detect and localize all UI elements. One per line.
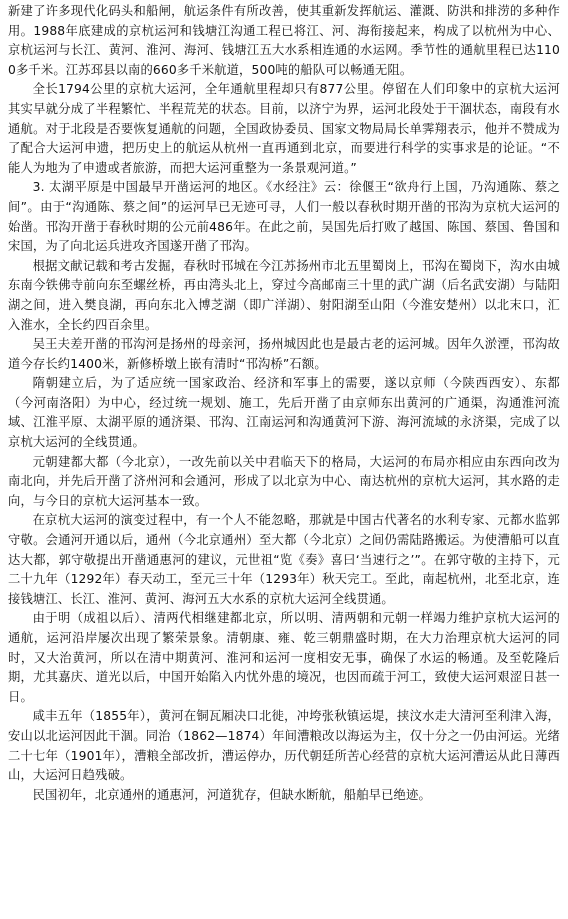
paragraph: 民国初年，北京通州的通惠河，河道犹存，但缺水断航，船舶早已绝迹。 [32, 787, 431, 802]
paragraph: 根据文献记载和考古发掘，春秋时邗城在今江苏扬州市北五里蜀岗上，邗沟在蜀岗下，沟水由城东南今铁佛寺前向东至螺丝桥，再由湾头北上，穿过今高邮南三十里的武广湖（后名武安湖）与陆阳湖之间，进入樊良湖，再向东北入博芝湖（即广洋湖）、射阳湖至山阳（今淮安楚州）以北末口，汇入淮水，全长约四百余里。 [8, 258, 560, 332]
paragraph: 吴王夫差开凿的邗沟河是扬州的母亲河，扬州城因此也是最古老的运河城。因年久淤湮，邗沟故道今存长约1400米，新修桥墩上嵌有清时“邗沟桥”石额。 [8, 337, 560, 371]
paragraph: 全长1794公里的京杭大运河，全年通航里程却只有877公里。停留在人们印象中的京杭大运河其实早就分成了半程繁忙、半程荒芜的状态。目前，以济宁为界，运河北段处于干涸状态，南段有水通航。对于北段是否要恢复通航的问题，全国政协委员、国家文物局局长单霁翔表示，他并不赞成为了配合大运河申遗，把历史上的航运从杭州一直再通到北京，而要进行科学的实事求是的论证。“不能人为地为了申遗或者旅游，而把大运河重整为一条景观河道。” [8, 82, 560, 175]
paragraph: 咸丰五年（1855年），黄河在铜瓦厢决口北徙，冲垮张秋镇运堤，挟汶水走大清河至利津入海，安山以北运河因此干涸。同治（1862—1874）年间漕粮改以海运为主，仅十分之一仍由河运。光绪二十七年（1901年），漕粮全部改折，漕运停办，历代朝廷所苦心经营的京杭大运河漕运从此日薄西山，大运河日趋残破。 [8, 709, 560, 783]
paragraph: 在京杭大运河的演变过程中，有一个人不能忽略，那就是中国古代著名的水利专家、元都水监郭守敬。会通河开通以后，通州（今北京通州）至大都（今北京）之间仍需陆路搬运。为使漕船可以直达大都，郭守敬提出开凿通惠河的建议，元世祖“览《奏》喜曰‘当速行之’”。在郭守敬的主持下，元二十九年（1292年）春天动工，至元三十年（1293年）秋天完工。至此，南起杭州，北至北京，连接钱塘江、长江、淮河、黄河、海河五大水系的京杭大运河全线贯通。 [8, 513, 560, 606]
paragraph: 新建了许多现代化码头和船闸，航运条件有所改善，使其重新发挥航运、灌溉、防洪和排涝的多种作用。1988年底建成的京杭运河和钱塘江沟通工程已将江、河、海衔接起来，构成了以杭州为中心、京杭运河与长江、黄河、淮河、海河、钱塘江五大水系相连通的水运网。季节性的通航里程已达1100多千米。江苏邳县以南的660多千米航道，500吨的船队可以畅通无阻。 [8, 4, 560, 77]
paragraph: 元朝建都大都（今北京），一改先前以关中君临天下的格局，大运河的布局亦相应由东西向改为南北向，并先后开凿了济州河和会通河，形成了以北京为中心、南达杭州的京杭大运河，其水路的走向，与今日的京杭大运河基本一致。 [8, 454, 560, 508]
paragraph: 3. 太湖平原是中国最早开凿运河的地区。《水经注》云：徐偃王“欲舟行上国，乃沟通陈、蔡之间”。由于“沟通陈、蔡之间”的运河早已无迹可寻，人们一般以春秋时期开凿的邗沟为京杭大运河的始凿。邗沟开凿于春秋时期的公元前486年。在此之前，吴国先后打败了越国、陈国、蔡国、鲁国和宋国，为了向北运兵进攻齐国遂开凿了邗沟。 [8, 180, 560, 254]
paragraph: 隋朝建立后，为了适应统一国家政治、经济和军事上的需要，遂以京师（今陕西西安）、东都（今河南洛阳）为中心，经过统一规划、施工，先后开凿了由京师东出黄河的广通渠，沟通淮河流域、江淮平原、太湖平原的通济渠、邗沟、江南运河和沟通黄河下游、海河流域的永济渠，完成了以京杭大运河的全线贯通。 [8, 376, 560, 450]
paragraph: 由于明（成祖以后）、清两代相继建都北京，所以明、清两朝和元朝一样竭力维护京杭大运河的通航，运河沿岸屡次出现了繁荣景象。清朝康、雍、乾三朝鼎盛时期，在大力治理京杭大运河的同时，又大治黄河，所以在清中期黄河、淮河和运河一度相安无事，确保了水运的畅通。及至乾隆后期，尤其嘉庆、道光以后，中国开始陷入内忧外患的境况，也因而疏于河工，致使大运河艰涩日甚一日。 [8, 611, 560, 704]
